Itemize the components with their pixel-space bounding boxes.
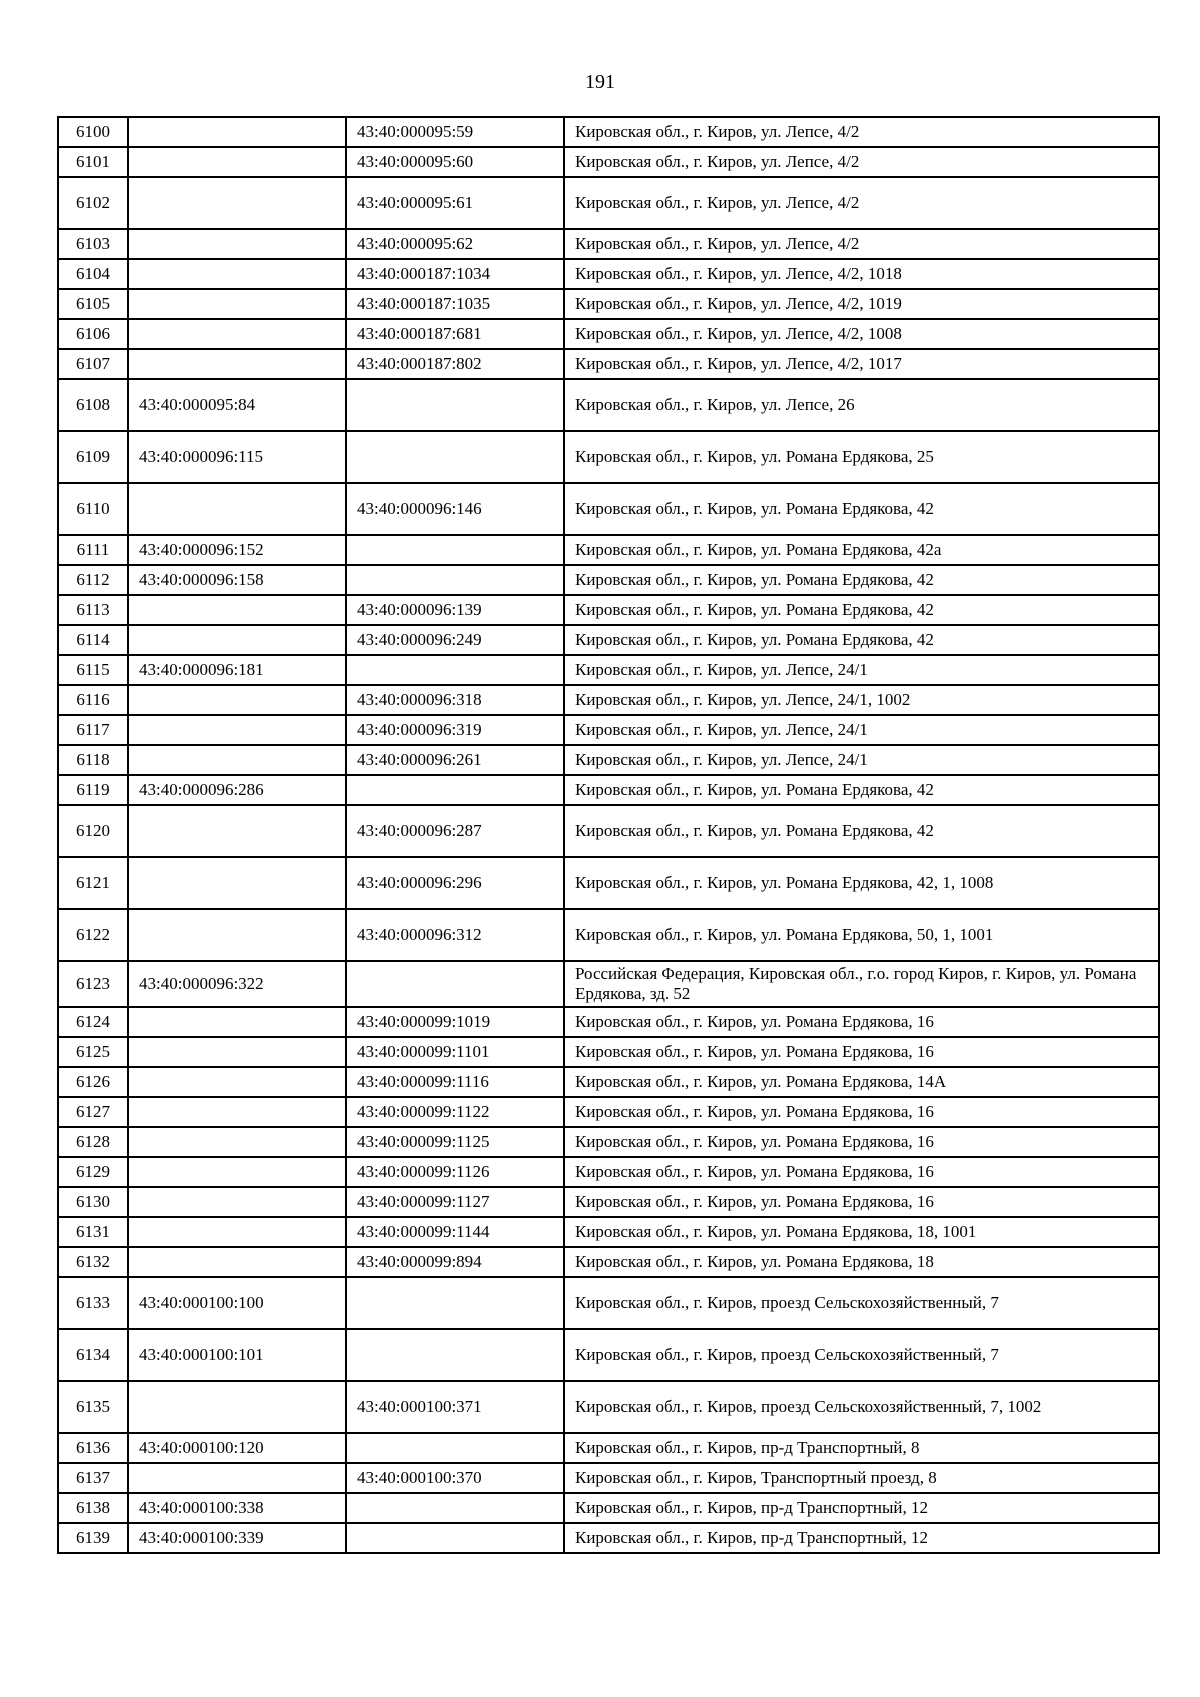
object-cadastral-number-cell: 43:40:000096:249: [346, 625, 564, 655]
object-cadastral-number-cell: 43:40:000096:139: [346, 595, 564, 625]
object-cadastral-number-cell: 43:40:000095:60: [346, 147, 564, 177]
table-row: [58, 805, 1159, 857]
land-cadastral-number-cell: 43:40:000100:120: [128, 1433, 346, 1463]
object-cadastral-number-cell: [346, 655, 564, 685]
row-number-cell: 6104: [58, 259, 128, 289]
object-cadastral-number-cell: 43:40:000096:287: [346, 805, 564, 857]
table-row: [58, 289, 1159, 319]
object-cadastral-number-cell: 43:40:000099:1127: [346, 1187, 564, 1217]
object-cadastral-number-cell: 43:40:000096:146: [346, 483, 564, 535]
row-number-cell: 6107: [58, 349, 128, 379]
address-cell: Кировская обл., г. Киров, ул. Лепсе, 4/2, 1018: [564, 259, 1159, 289]
address-cell: Кировская обл., г. Киров, ул. Романа Ердякова, 16: [564, 1097, 1159, 1127]
object-cadastral-number-cell: 43:40:000099:1126: [346, 1157, 564, 1187]
land-cadastral-number-cell: 43:40:000096:322: [128, 961, 346, 1007]
row-number-cell: 6115: [58, 655, 128, 685]
table-row: [58, 909, 1159, 961]
object-cadastral-number-cell: 43:40:000187:1035: [346, 289, 564, 319]
address-cell: Кировская обл., г. Киров, ул. Романа Ердякова, 42, 1, 1008: [564, 857, 1159, 909]
land-cadastral-number-cell: [128, 685, 346, 715]
row-number-cell: 6122: [58, 909, 128, 961]
land-cadastral-number-cell: [128, 1037, 346, 1067]
object-cadastral-number-cell: [346, 1493, 564, 1523]
page-number: 191: [585, 71, 615, 93]
land-cadastral-number-cell: [128, 1157, 346, 1187]
object-cadastral-number-cell: 43:40:000095:59: [346, 117, 564, 147]
table-row: [58, 1433, 1159, 1463]
address-cell: Кировская обл., г. Киров, ул. Лепсе, 4/2: [564, 177, 1159, 229]
address-cell: Кировская обл., г. Киров, ул. Романа Ердякова, 42: [564, 483, 1159, 535]
table-row: [58, 775, 1159, 805]
table-row: [58, 177, 1159, 229]
land-cadastral-number-cell: [128, 1187, 346, 1217]
land-cadastral-number-cell: 43:40:000100:338: [128, 1493, 346, 1523]
table-row: [58, 319, 1159, 349]
table-row: [58, 715, 1159, 745]
row-number-cell: 6102: [58, 177, 128, 229]
row-number-cell: 6100: [58, 117, 128, 147]
row-number-cell: 6108: [58, 379, 128, 431]
address-cell: Кировская обл., г. Киров, ул. Романа Ердякова, 42: [564, 565, 1159, 595]
land-cadastral-number-cell: [128, 147, 346, 177]
table-row: [58, 483, 1159, 535]
object-cadastral-number-cell: 43:40:000187:681: [346, 319, 564, 349]
row-number-cell: 6114: [58, 625, 128, 655]
table-row: [58, 1247, 1159, 1277]
row-number-cell: 6128: [58, 1127, 128, 1157]
address-cell: Кировская обл., г. Киров, ул. Романа Ердякова, 42: [564, 805, 1159, 857]
object-cadastral-number-cell: [346, 775, 564, 805]
land-cadastral-number-cell: 43:40:000096:152: [128, 535, 346, 565]
table-row: [58, 1007, 1159, 1037]
land-cadastral-number-cell: [128, 349, 346, 379]
address-cell: Кировская обл., г. Киров, пр-д Транспортный, 12: [564, 1523, 1159, 1553]
object-cadastral-number-cell: [346, 1329, 564, 1381]
land-cadastral-number-cell: [128, 319, 346, 349]
address-cell: Кировская обл., г. Киров, проезд Сельскохозяйственный, 7, 1002: [564, 1381, 1159, 1433]
table-row: [58, 565, 1159, 595]
object-cadastral-number-cell: 43:40:000099:1125: [346, 1127, 564, 1157]
object-cadastral-number-cell: 43:40:000096:318: [346, 685, 564, 715]
row-number-cell: 6133: [58, 1277, 128, 1329]
table-row: [58, 147, 1159, 177]
table-row: [58, 1067, 1159, 1097]
object-cadastral-number-cell: 43:40:000099:894: [346, 1247, 564, 1277]
row-number-cell: 6109: [58, 431, 128, 483]
address-cell: Кировская обл., г. Киров, ул. Лепсе, 24/1: [564, 655, 1159, 685]
address-cell: Кировская обл., г. Киров, ул. Лепсе, 26: [564, 379, 1159, 431]
table-row: [58, 625, 1159, 655]
table-row: [58, 431, 1159, 483]
row-number-cell: 6119: [58, 775, 128, 805]
row-number-cell: 6111: [58, 535, 128, 565]
table-row: [58, 1187, 1159, 1217]
land-cadastral-number-cell: [128, 1247, 346, 1277]
address-cell: Кировская обл., г. Киров, ул. Романа Ердякова, 50, 1, 1001: [564, 909, 1159, 961]
object-cadastral-number-cell: [346, 1277, 564, 1329]
land-cadastral-number-cell: [128, 805, 346, 857]
row-number-cell: 6130: [58, 1187, 128, 1217]
address-cell: Кировская обл., г. Киров, ул. Романа Ердякова, 42: [564, 625, 1159, 655]
row-number-cell: 6110: [58, 483, 128, 535]
object-cadastral-number-cell: 43:40:000100:370: [346, 1463, 564, 1493]
land-cadastral-number-cell: [128, 1067, 346, 1097]
table-row: [58, 379, 1159, 431]
object-cadastral-number-cell: [346, 535, 564, 565]
address-cell: Кировская обл., г. Киров, ул. Романа Ердякова, 16: [564, 1157, 1159, 1187]
table-row: [58, 1097, 1159, 1127]
address-cell: Кировская обл., г. Киров, ул. Романа Ердякова, 16: [564, 1187, 1159, 1217]
land-cadastral-number-cell: [128, 1217, 346, 1247]
object-cadastral-number-cell: 43:40:000099:1144: [346, 1217, 564, 1247]
object-cadastral-number-cell: 43:40:000099:1019: [346, 1007, 564, 1037]
object-cadastral-number-cell: 43:40:000187:1034: [346, 259, 564, 289]
land-cadastral-number-cell: [128, 1007, 346, 1037]
object-cadastral-number-cell: 43:40:000100:371: [346, 1381, 564, 1433]
land-cadastral-number-cell: [128, 483, 346, 535]
object-cadastral-number-cell: 43:40:000099:1122: [346, 1097, 564, 1127]
row-number-cell: 6124: [58, 1007, 128, 1037]
table-row: [58, 1127, 1159, 1157]
address-cell: Кировская обл., г. Киров, пр-д Транспортный, 12: [564, 1493, 1159, 1523]
object-cadastral-number-cell: 43:40:000095:62: [346, 229, 564, 259]
table-row: [58, 1037, 1159, 1067]
table-row: [58, 1493, 1159, 1523]
land-cadastral-number-cell: [128, 745, 346, 775]
row-number-cell: 6116: [58, 685, 128, 715]
address-cell: Кировская обл., г. Киров, ул. Лепсе, 24/1, 1002: [564, 685, 1159, 715]
land-cadastral-number-cell: [128, 1463, 346, 1493]
row-number-cell: 6112: [58, 565, 128, 595]
table-row: [58, 1217, 1159, 1247]
table-row: [58, 1157, 1159, 1187]
land-cadastral-number-cell: [128, 1127, 346, 1157]
row-number-cell: 6101: [58, 147, 128, 177]
table-row: [58, 1277, 1159, 1329]
row-number-cell: 6134: [58, 1329, 128, 1381]
land-cadastral-number-cell: [128, 117, 346, 147]
land-cadastral-number-cell: [128, 715, 346, 745]
row-number-cell: 6129: [58, 1157, 128, 1187]
object-cadastral-number-cell: [346, 565, 564, 595]
table-row: [58, 745, 1159, 775]
row-number-cell: 6135: [58, 1381, 128, 1433]
row-number-cell: 6127: [58, 1097, 128, 1127]
land-cadastral-number-cell: 43:40:000095:84: [128, 379, 346, 431]
row-number-cell: 6120: [58, 805, 128, 857]
address-cell: Кировская обл., г. Киров, ул. Лепсе, 4/2: [564, 229, 1159, 259]
address-cell: Кировская обл., г. Киров, ул. Лепсе, 4/2, 1008: [564, 319, 1159, 349]
row-number-cell: 6131: [58, 1217, 128, 1247]
address-cell: Кировская обл., г. Киров, проезд Сельскохозяйственный, 7: [564, 1277, 1159, 1329]
address-cell: Кировская обл., г. Киров, проезд Сельскохозяйственный, 7: [564, 1329, 1159, 1381]
row-number-cell: 6106: [58, 319, 128, 349]
land-cadastral-number-cell: [128, 1381, 346, 1433]
land-cadastral-number-cell: [128, 625, 346, 655]
land-cadastral-number-cell: 43:40:000096:286: [128, 775, 346, 805]
table-row: [58, 1381, 1159, 1433]
address-cell: Кировская обл., г. Киров, ул. Романа Ердякова, 42: [564, 775, 1159, 805]
land-cadastral-number-cell: [128, 289, 346, 319]
land-cadastral-number-cell: [128, 909, 346, 961]
object-cadastral-number-cell: 43:40:000099:1116: [346, 1067, 564, 1097]
address-cell: Кировская обл., г. Киров, ул. Романа Ердякова, 42а: [564, 535, 1159, 565]
row-number-cell: 6121: [58, 857, 128, 909]
row-number-cell: 6138: [58, 1493, 128, 1523]
table-row: [58, 961, 1159, 1007]
land-cadastral-number-cell: 43:40:000100:100: [128, 1277, 346, 1329]
address-cell: Кировская обл., г. Киров, ул. Лепсе, 4/2, 1019: [564, 289, 1159, 319]
row-number-cell: 6103: [58, 229, 128, 259]
address-cell: Кировская обл., г. Киров, ул. Романа Ердякова, 42: [564, 595, 1159, 625]
table-row: [58, 685, 1159, 715]
row-number-cell: 6117: [58, 715, 128, 745]
object-cadastral-number-cell: [346, 1523, 564, 1553]
table-row: [58, 857, 1159, 909]
address-cell: Кировская обл., г. Киров, пр-д Транспортный, 8: [564, 1433, 1159, 1463]
object-cadastral-number-cell: 43:40:000187:802: [346, 349, 564, 379]
object-cadastral-number-cell: 43:40:000099:1101: [346, 1037, 564, 1067]
address-cell: Кировская обл., г. Киров, ул. Романа Ердякова, 18, 1001: [564, 1217, 1159, 1247]
land-cadastral-number-cell: 43:40:000100:101: [128, 1329, 346, 1381]
table-row: [58, 117, 1159, 147]
land-cadastral-number-cell: [128, 857, 346, 909]
row-number-cell: 6126: [58, 1067, 128, 1097]
row-number-cell: 6123: [58, 961, 128, 1007]
table-row: [58, 1523, 1159, 1553]
row-number-cell: 6125: [58, 1037, 128, 1067]
row-number-cell: 6105: [58, 289, 128, 319]
registry-table: [57, 116, 1160, 1554]
land-cadastral-number-cell: [128, 177, 346, 229]
address-cell: Кировская обл., г. Киров, ул. Романа Ердякова, 18: [564, 1247, 1159, 1277]
object-cadastral-number-cell: 43:40:000096:296: [346, 857, 564, 909]
table-row: [58, 1329, 1159, 1381]
address-cell: Кировская обл., г. Киров, ул. Лепсе, 4/2, 1017: [564, 349, 1159, 379]
address-cell: Кировская обл., г. Киров, Транспортный проезд, 8: [564, 1463, 1159, 1493]
table-row: [58, 1463, 1159, 1493]
land-cadastral-number-cell: [128, 1097, 346, 1127]
object-cadastral-number-cell: 43:40:000096:319: [346, 715, 564, 745]
land-cadastral-number-cell: [128, 595, 346, 625]
land-cadastral-number-cell: 43:40:000096:115: [128, 431, 346, 483]
address-cell: Кировская обл., г. Киров, ул. Лепсе, 4/2: [564, 117, 1159, 147]
address-cell: Кировская обл., г. Киров, ул. Романа Ердякова, 25: [564, 431, 1159, 483]
address-cell: Кировская обл., г. Киров, ул. Романа Ердякова, 16: [564, 1037, 1159, 1067]
land-cadastral-number-cell: [128, 259, 346, 289]
table-row: [58, 349, 1159, 379]
table-row: [58, 229, 1159, 259]
land-cadastral-number-cell: 43:40:000096:158: [128, 565, 346, 595]
land-cadastral-number-cell: 43:40:000096:181: [128, 655, 346, 685]
row-number-cell: 6132: [58, 1247, 128, 1277]
address-cell: Кировская обл., г. Киров, ул. Лепсе, 4/2: [564, 147, 1159, 177]
land-cadastral-number-cell: [128, 229, 346, 259]
address-cell: Кировская обл., г. Киров, ул. Романа Ердякова, 16: [564, 1127, 1159, 1157]
row-number-cell: 6137: [58, 1463, 128, 1493]
row-number-cell: 6113: [58, 595, 128, 625]
row-number-cell: 6136: [58, 1433, 128, 1463]
address-cell: Кировская обл., г. Киров, ул. Романа Ердякова, 16: [564, 1007, 1159, 1037]
address-cell: Российская Федерация, Кировская обл., г.о. город Киров, г. Киров, ул. Романа Ердякова, зд. 52: [564, 961, 1159, 1007]
land-cadastral-number-cell: 43:40:000100:339: [128, 1523, 346, 1553]
table-row: [58, 655, 1159, 685]
address-cell: Кировская обл., г. Киров, ул. Лепсе, 24/1: [564, 715, 1159, 745]
object-cadastral-number-cell: 43:40:000095:61: [346, 177, 564, 229]
object-cadastral-number-cell: [346, 379, 564, 431]
row-number-cell: 6118: [58, 745, 128, 775]
table-row: [58, 595, 1159, 625]
table-row: [58, 535, 1159, 565]
registry-table-body: [58, 117, 1159, 1553]
row-number-cell: 6139: [58, 1523, 128, 1553]
object-cadastral-number-cell: 43:40:000096:312: [346, 909, 564, 961]
object-cadastral-number-cell: 43:40:000096:261: [346, 745, 564, 775]
table-row: [58, 259, 1159, 289]
object-cadastral-number-cell: [346, 431, 564, 483]
address-cell: Кировская обл., г. Киров, ул. Романа Ердякова, 14А: [564, 1067, 1159, 1097]
object-cadastral-number-cell: [346, 1433, 564, 1463]
address-cell: Кировская обл., г. Киров, ул. Лепсе, 24/1: [564, 745, 1159, 775]
object-cadastral-number-cell: [346, 961, 564, 1007]
